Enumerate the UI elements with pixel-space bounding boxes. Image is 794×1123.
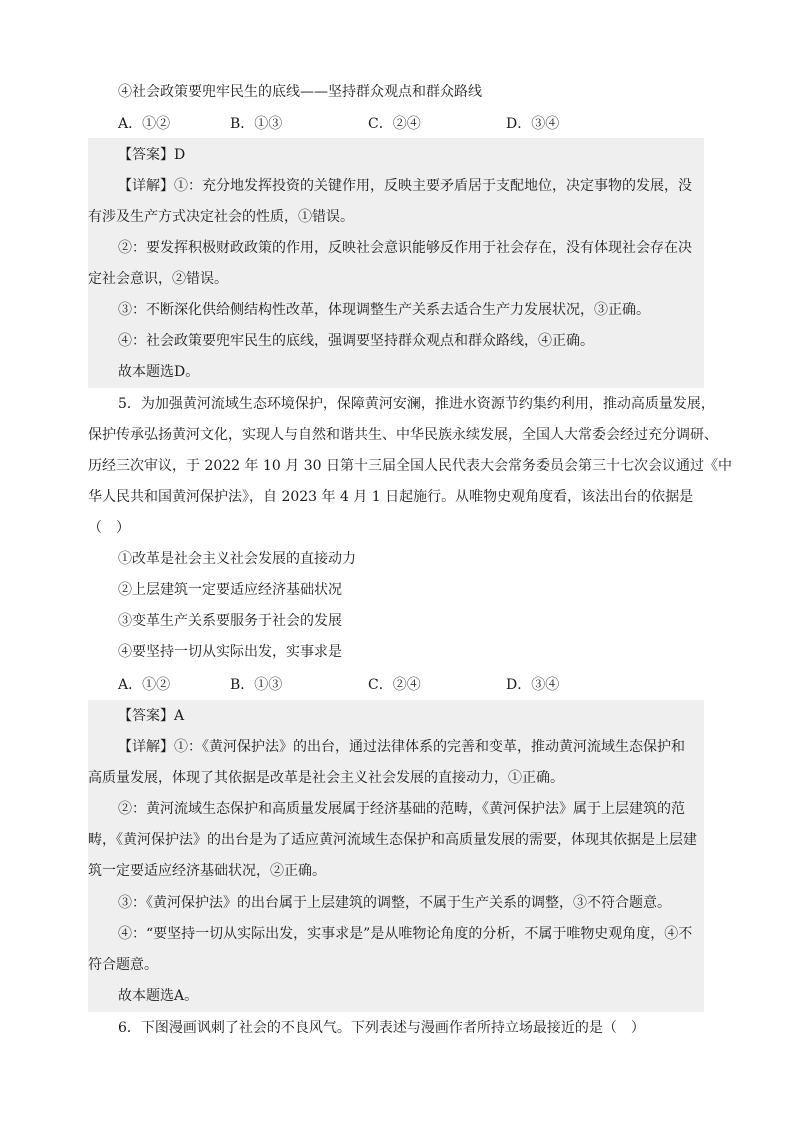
q5-option-a: A．①②: [118, 677, 171, 693]
q4-conclusion: 故本题选D。: [118, 364, 200, 380]
q5-stem-line: 历经三次审议，于 2022 年 10 月 30 日第十三届全国人民代表大会常务委员会第三十七次会议通过《中: [88, 458, 732, 474]
q5-option-d: D．③④: [506, 677, 560, 693]
q5-answer: 【答案】A: [118, 708, 185, 724]
q5-stem-blank: （ ）: [88, 520, 130, 536]
q4-detail-line: ②：要发挥积极财政政策的作用，反映社会意识能够反作用于社会存在，没有体现社会存在决: [118, 240, 692, 256]
q4-item-4: ④社会政策要兜牢民生的底线——坚持群众观点和群众路线: [118, 84, 482, 100]
q5-detail-line: ④：“要坚持一切从实际出发，实事求是”是从唯物论角度的分析，不属于唯物史观角度，④不: [118, 926, 693, 942]
q4-detail-line: 有涉及生产方式决定社会的性质，①错误。: [88, 209, 354, 225]
q5-detail-line: 【详解】①：《黄河保护法》的出台，通过法律体系的完善和变革，推动黄河流域生态保护和: [118, 739, 685, 755]
q5-detail-line: 符合题意。: [88, 957, 158, 973]
q4-detail-line: ④：社会政策要兜牢民生的底线，强调要坚持群众观点和群众路线，④正确。: [118, 333, 594, 349]
q4-option-a: A．①②: [118, 116, 171, 132]
q6-stem: 6．下图漫画讽刺了社会的不良风气。下列表述与漫画作者所持立场最接近的是（ ）: [118, 1020, 645, 1036]
q5-detail-line: 高质量发展，体现了其依据是改革是社会主义社会发展的直接动力，①正确。: [88, 770, 564, 786]
q5-item-4: ④要坚持一切从实际出发，实事求是: [118, 644, 342, 660]
q4-detail-line: ③：不断深化供给侧结构性改革，体现调整生产关系去适合生产力发展状况，③正确。: [118, 302, 650, 318]
q5-stem-line: 5．为加强黄河流域生态环境保护，保障黄河安澜，推进水资源节约集约利用，推动高质量发展，: [118, 396, 715, 412]
q5-stem-line: 华人民共和国黄河保护法》，自 2023 年 4 月 1 日起施行。从唯物史观角度看，该法出台的依据是: [88, 489, 694, 505]
q5-conclusion: 故本题选A。: [118, 988, 199, 1004]
q4-detail-line: 【详解】①：充分地发挥投资的关键作用，反映主要矛盾居于支配地位，决定事物的发展，没: [118, 178, 692, 194]
q5-detail-line: ③：《黄河保护法》的出台属于上层建筑的调整，不属于生产关系的调整，③不符合题意。: [118, 895, 671, 911]
q5-detail-line: 筑一定要适应经济基础状况，②正确。: [88, 863, 326, 879]
q4-option-c: C．②④: [368, 116, 421, 132]
q5-item-2: ②上层建筑一定要适应经济基础状况: [118, 582, 342, 598]
q4-option-b: B．①③: [230, 116, 283, 132]
q5-item-3: ③变革生产关系要服务于社会的发展: [118, 613, 342, 629]
q5-option-b: B．①③: [230, 677, 283, 693]
q5-item-1: ①改革是社会主义社会发展的直接动力: [118, 551, 356, 567]
q4-detail-line: 定社会意识，②错误。: [88, 271, 228, 287]
q4-option-d: D．③④: [506, 116, 560, 132]
q5-detail-line: 畴，《黄河保护法》的出台是为了适应黄河流域生态保护和高质量发展的需要，体现其依据是上层建: [88, 832, 697, 848]
q5-stem-line: 保护传承弘扬黄河文化，实现人与自然和谐共生、中华民族永续发展，全国人大常委会经过充分调研、: [88, 427, 718, 443]
q5-detail-line: ②：黄河流域生态保护和高质量发展属于经济基础的范畴，《黄河保护法》属于上层建筑的范: [118, 801, 685, 817]
q4-answer: 【答案】D: [118, 147, 186, 163]
q5-option-c: C．②④: [368, 677, 421, 693]
